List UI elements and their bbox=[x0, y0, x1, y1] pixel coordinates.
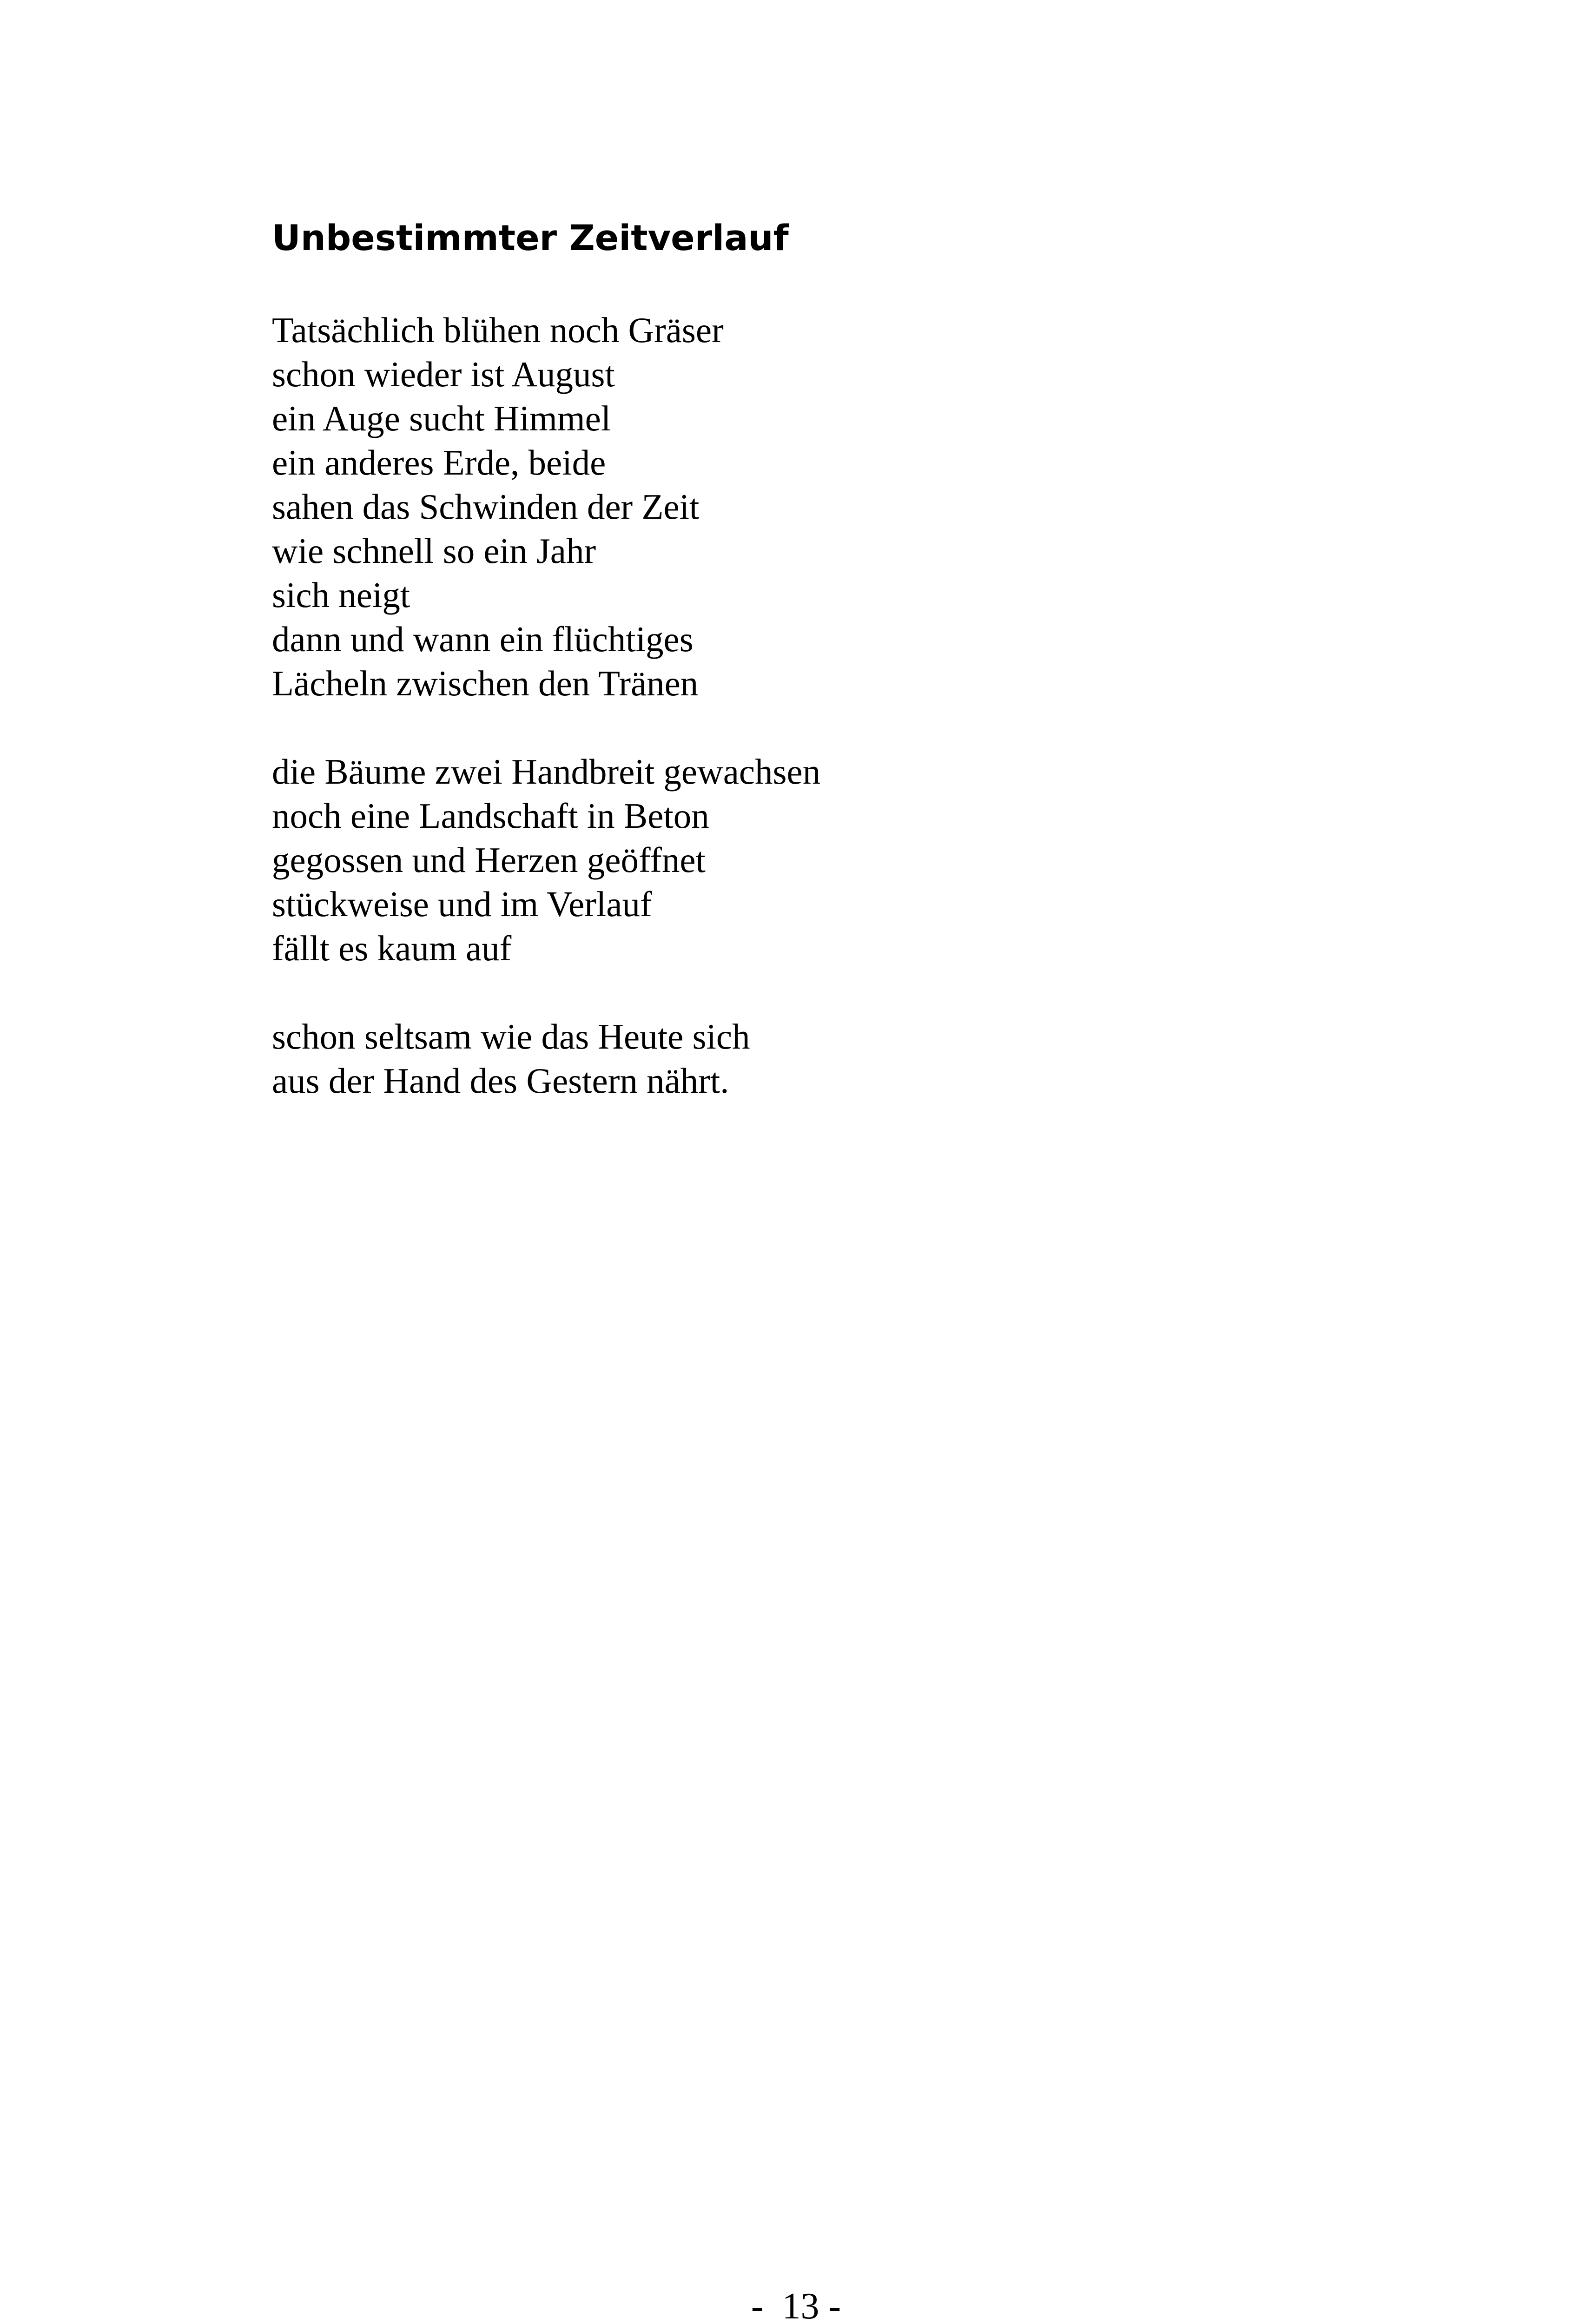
verse-line: die Bäume zwei Handbreit gewachsen bbox=[272, 752, 821, 792]
verse-line: wie schnell so ein Jahr bbox=[272, 531, 596, 571]
verse-line: gegossen und Herzen geöffnet bbox=[272, 840, 706, 880]
verse-line: noch eine Landschaft in Beton bbox=[272, 796, 709, 836]
verse-line: dann und wann ein flüchtiges bbox=[272, 619, 694, 659]
poem-title: Unbestimmter Zeitverlauf bbox=[272, 217, 789, 258]
verse-line: Tatsächlich blühen noch Gräser bbox=[272, 310, 724, 350]
verse-line: Lächeln zwischen den Tränen bbox=[272, 663, 699, 703]
stanza-2 bbox=[272, 750, 820, 971]
verse-line: ein Auge sucht Himmel bbox=[272, 398, 611, 438]
verse-line: schon wieder ist August bbox=[272, 354, 615, 394]
page-number: - 13 - bbox=[751, 2286, 841, 2324]
poem-body bbox=[272, 308, 820, 1103]
stanza-3 bbox=[272, 1015, 820, 1103]
verse-line: ein anderes Erde, beide bbox=[272, 442, 606, 482]
verse-line: aus der Hand des Gestern nährt. bbox=[272, 1061, 729, 1101]
stanza-1 bbox=[272, 308, 820, 706]
verse-line: schon seltsam wie das Heute sich bbox=[272, 1017, 750, 1056]
verse-line: sahen das Schwinden der Zeit bbox=[272, 487, 700, 527]
verse-line: stückweise und im Verlauf bbox=[272, 884, 652, 924]
verse-line: fällt es kaum auf bbox=[272, 928, 512, 968]
verse-line: sich neigt bbox=[272, 575, 410, 615]
